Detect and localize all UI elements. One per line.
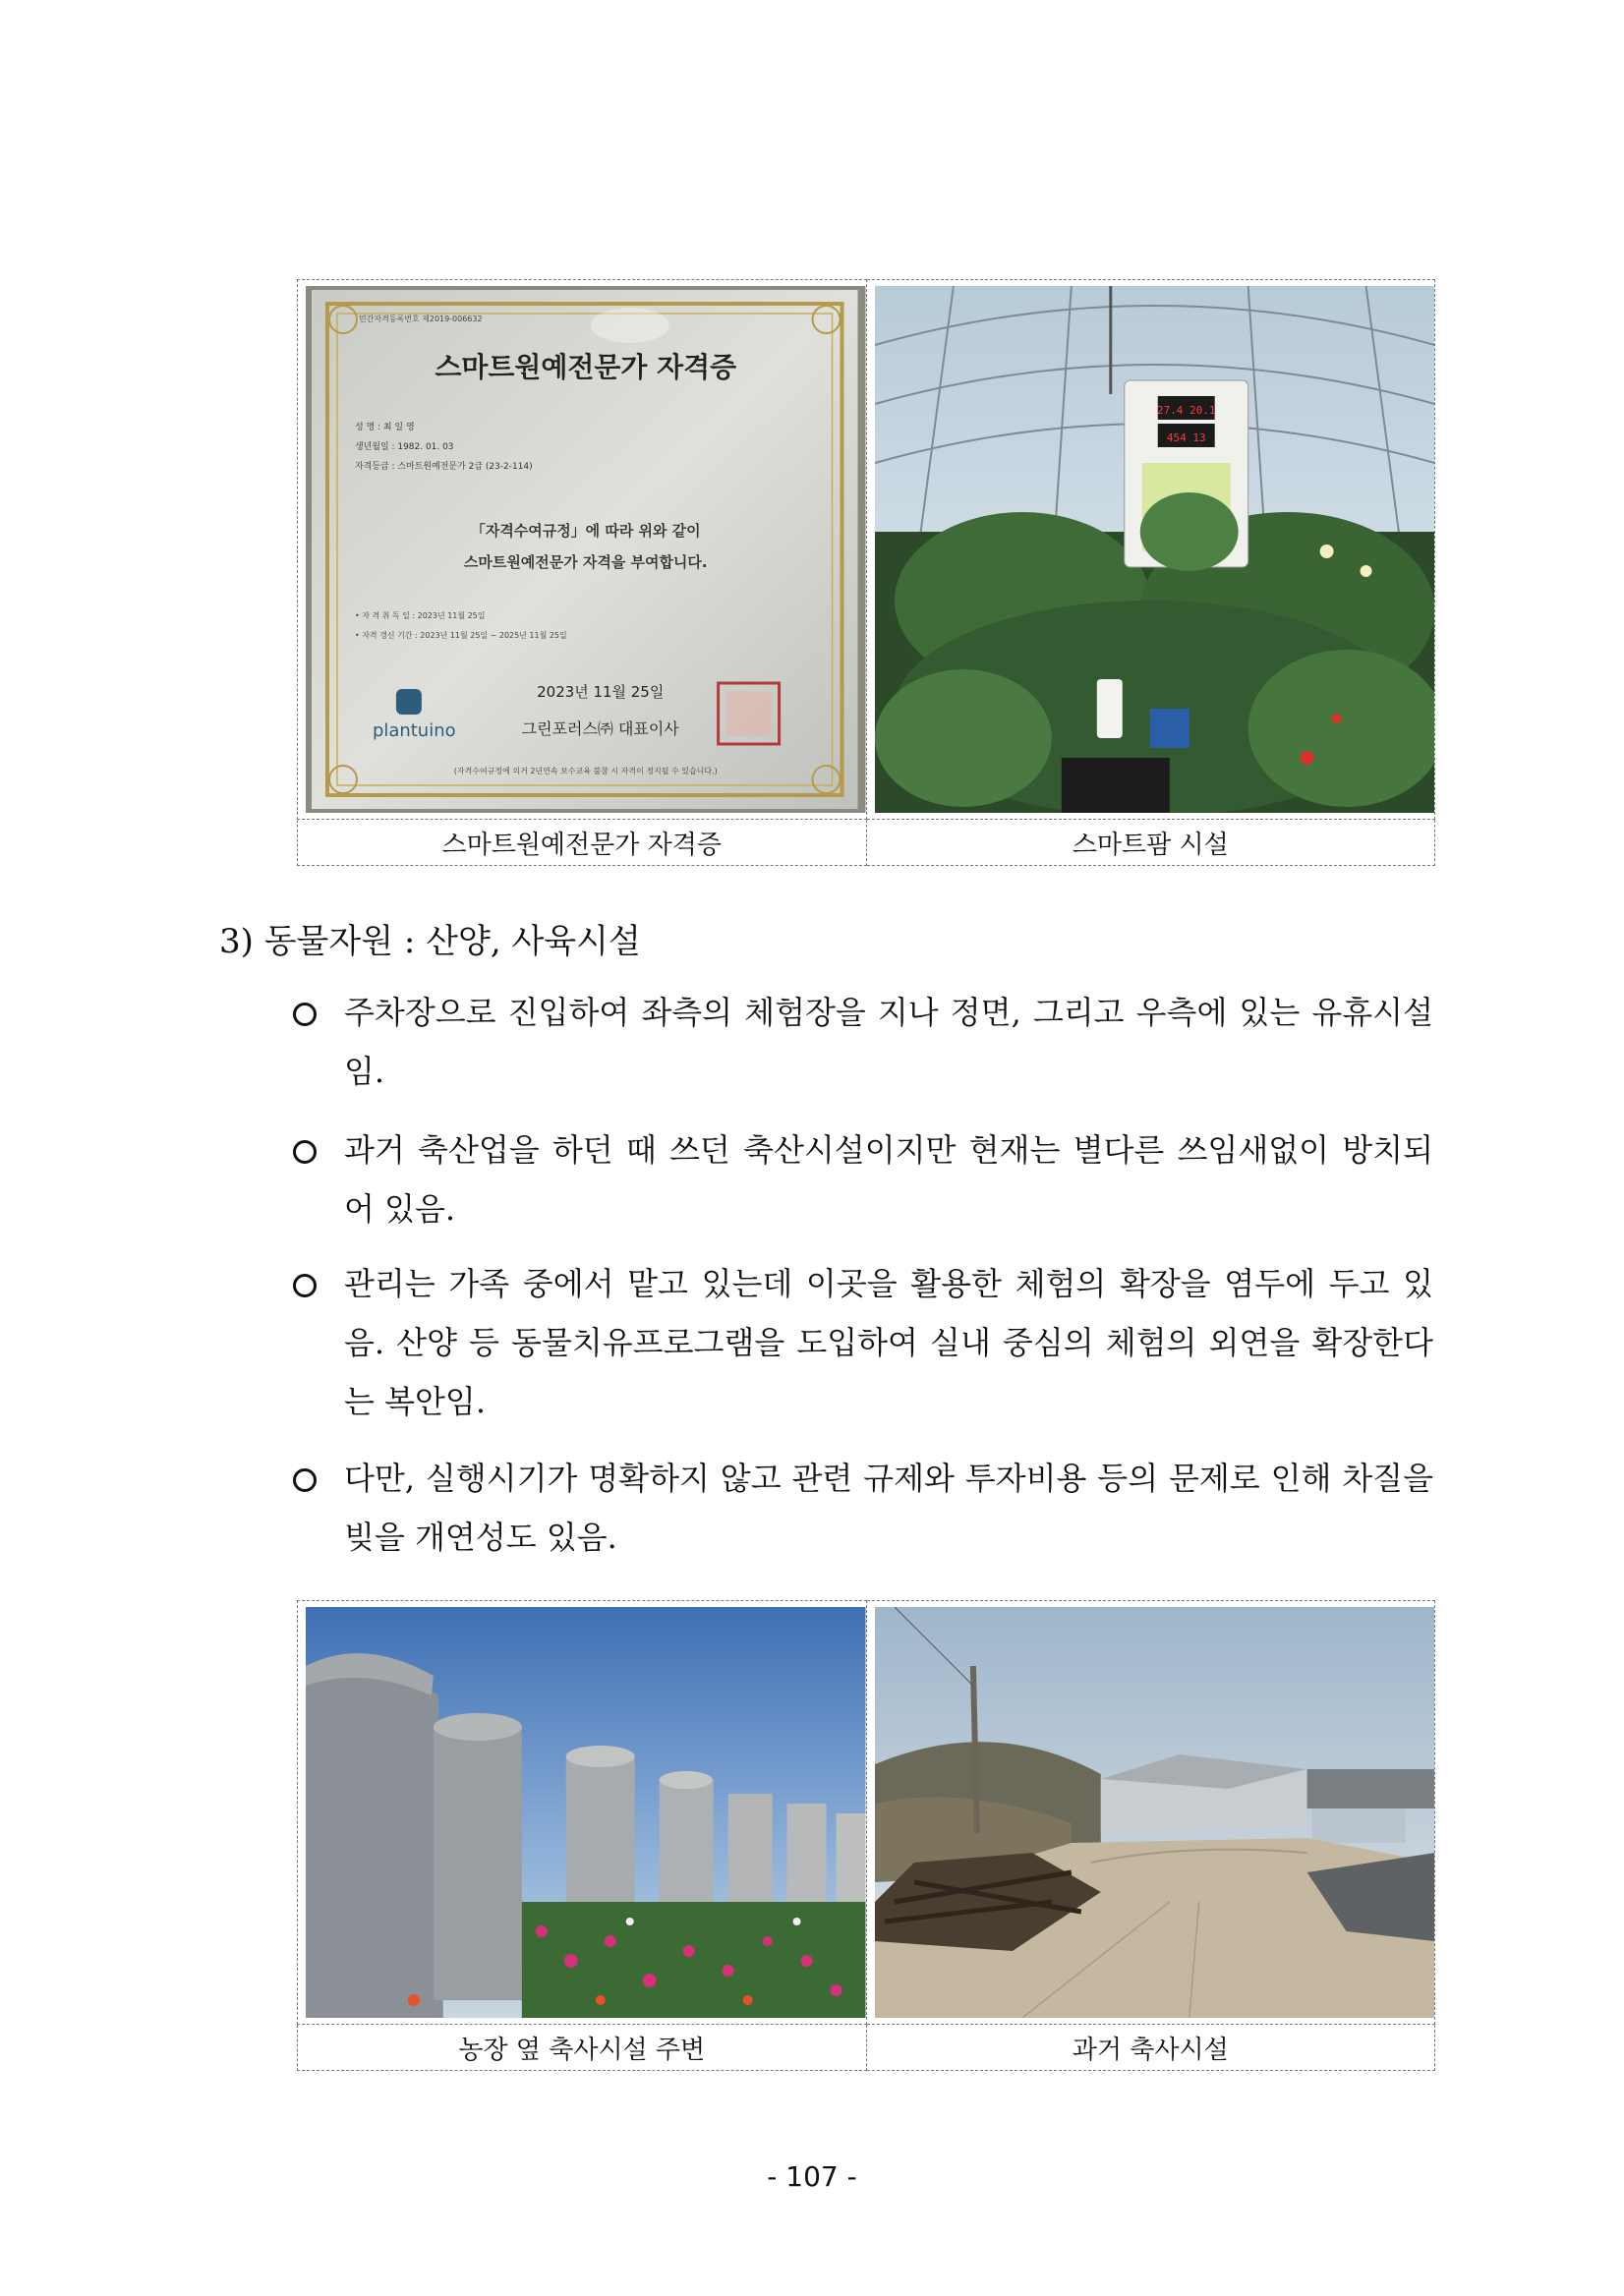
smartfarm-photo-cell (866, 280, 1435, 820)
cert-issue-date: 2023년 11월 25일 (537, 682, 665, 702)
bullet-item (293, 1449, 1433, 1567)
bottom-photo-table (297, 1600, 1435, 2071)
cert-field-grade: 자격등급 : 스마트원예전문가 2급 (23-2-114) (354, 461, 533, 473)
circle-bullet-icon (293, 1274, 317, 1297)
cert-issuer: 그린포러스㈜ 대표이사 (521, 718, 679, 739)
top-photo-table (297, 279, 1435, 866)
bullet-text: 주차장으로 진입하여 좌측의 체험장을 지나 정면, 그리고 우측에 있는 유휴시설임. (344, 994, 1433, 1090)
old-livestock-facility-photo (875, 1607, 1435, 2018)
cert-body-line1: 「자격수여규정」에 따라 위와 같이 (470, 521, 701, 541)
bullet-text: 관리는 가족 중에서 맡고 있는데 이곳을 활용한 체험의 확장을 염두에 두고 있음. 산양 등 동물치유프로그램을 도입하여 실내 중심의 체험의 외연을 확장한다는 복안임. (344, 1265, 1433, 1420)
certificate-photo (306, 286, 866, 813)
livestock-surroundings-photo-cell (298, 1601, 867, 2025)
old-livestock-facility-photo-cell (866, 1601, 1435, 2025)
cert-date-acquired: • 자 격 취 득 일 : 2023년 11월 25일 (354, 610, 486, 621)
cert-field-name: 성 명 : 최 일 영 (354, 422, 415, 433)
cert-date-renewal: • 자격 갱신 기간 : 2023년 11월 25일 ~ 2025년 11월 25일 (354, 630, 567, 641)
cert-title: 스마트원예전문가 자격증 (435, 350, 737, 384)
caption-smartfarm: 스마트팜 시설 (866, 820, 1435, 866)
bullet-item (293, 1254, 1433, 1431)
section-title: 3) 동물자원 : 산양, 사육시설 (219, 922, 641, 961)
circle-bullet-icon (293, 1468, 317, 1492)
livestock-surroundings-photo (306, 1607, 866, 2018)
bullet-text: 과거 축산업을 하던 때 쓰던 축산시설이지만 현재는 별다른 쓰임새없이 방치되어 있음. (344, 1131, 1433, 1228)
cert-body-line2: 스마트원예전문가 자격을 부여합니다. (463, 552, 708, 572)
sensor-reading-2: 454 13 (1166, 430, 1206, 445)
sensor-reading-1: 27.4 20.1 (1156, 403, 1215, 418)
cert-logo-text: plantuino (372, 719, 456, 742)
bullet-item (293, 1120, 1433, 1238)
caption-livestock-surroundings: 농장 옆 축사시설 주변 (298, 2025, 867, 2071)
bullet-item (293, 983, 1433, 1101)
cert-reg-number: 민간자격등록번호 제2019-006632 (358, 314, 483, 324)
caption-certificate: 스마트원예전문가 자격증 (298, 820, 867, 866)
cert-field-birth: 생년월일 : 1982. 01. 03 (354, 441, 454, 453)
cert-footnote: (자격수여규정에 의거 2년연속 보수교육 불참 시 자격이 정지될 수 있습니다.) (453, 766, 718, 776)
certificate-photo-cell (298, 280, 867, 820)
smartfarm-photo (875, 286, 1435, 813)
page-number: - 107 - (767, 2160, 857, 2193)
caption-old-livestock-facility: 과거 축사시설 (866, 2025, 1435, 2071)
bullet-text: 다만, 실행시기가 명확하지 않고 관련 규제와 투자비용 등의 문제로 인해 차질을 빚을 개연성도 있음. (344, 1460, 1433, 1556)
circle-bullet-icon (293, 1140, 317, 1164)
circle-bullet-icon (293, 1003, 317, 1026)
